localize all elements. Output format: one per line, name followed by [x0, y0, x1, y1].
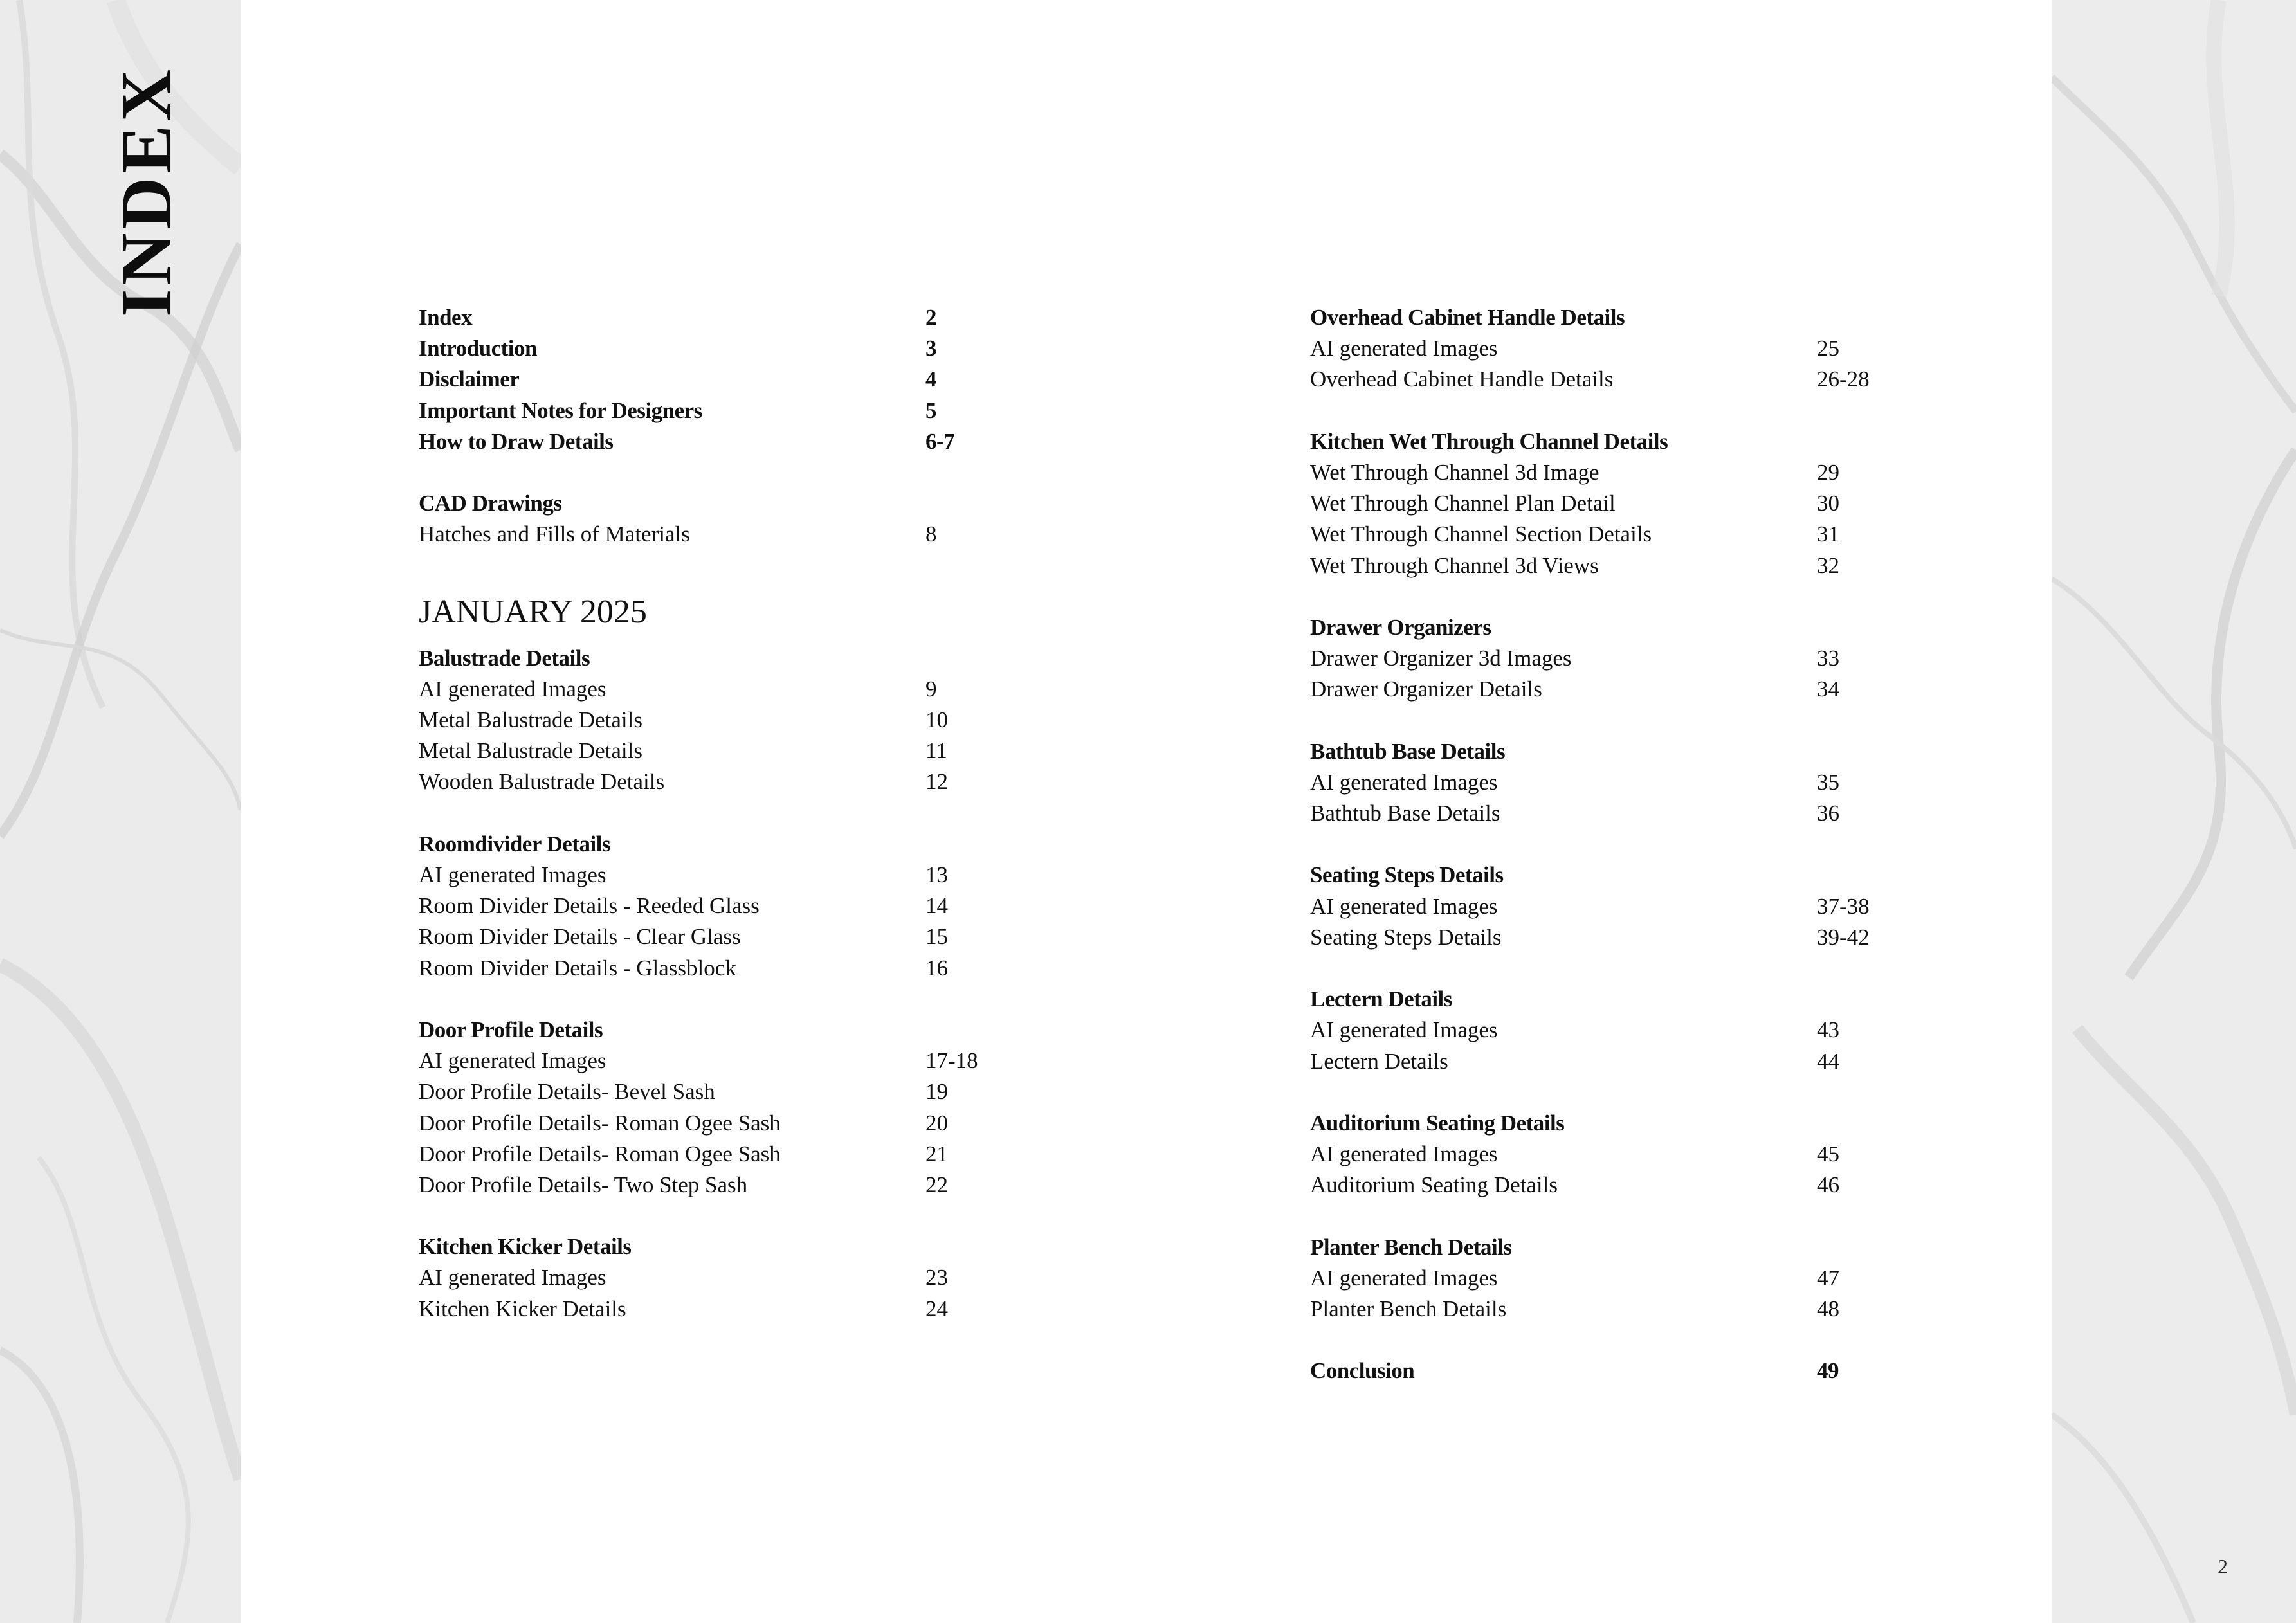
toc-section-heading — [1310, 1356, 1889, 1386]
toc-entry-label: Lectern Details — [1310, 1048, 1448, 1074]
toc-entry-label: Disclaimer — [419, 367, 520, 392]
index-heading: INDEX — [107, 66, 187, 317]
toc-entry — [419, 953, 998, 984]
toc-entry-label: Conclusion — [1310, 1358, 1415, 1384]
toc-entry-page: 19 — [925, 1079, 948, 1105]
toc-entry-label: Kitchen Kicker Details — [419, 1296, 626, 1321]
toc-entry-label: Metal Balustrade Details — [419, 738, 642, 764]
toc-entry-label: Lectern Details — [1310, 986, 1452, 1012]
toc-entry-label: Door Profile Details- Bevel Sash — [419, 1079, 715, 1105]
toc-spacer — [1310, 829, 1889, 860]
toc-entry-page: 29 — [1817, 459, 1839, 485]
toc-spacer — [419, 984, 998, 1015]
toc-section-heading — [419, 1015, 998, 1046]
toc-entry-label: Door Profile Details- Two Step Sash — [419, 1172, 748, 1197]
toc-entry-label: Kitchen Kicker Details — [419, 1234, 632, 1260]
toc-entry — [419, 1262, 998, 1293]
toc-entry-page: 45 — [1817, 1141, 1839, 1167]
toc-entry-label: AI generated Images — [1310, 1141, 1498, 1167]
toc-entry-label: Wooden Balustrade Details — [419, 769, 665, 795]
toc-section-heading — [1310, 426, 1889, 457]
toc-spacer — [1310, 1077, 1889, 1108]
toc-entry — [1310, 891, 1889, 922]
toc-entry-page: 31 — [1817, 521, 1839, 547]
toc-entry-label: Drawer Organizer Details — [1310, 676, 1542, 702]
toc-entry-page: 22 — [925, 1172, 948, 1197]
toc-entry-label: AI generated Images — [1310, 893, 1498, 919]
toc-entry-label: Index — [419, 305, 473, 330]
toc-entry-page: 25 — [1817, 336, 1839, 361]
toc-entry-label: Door Profile Details- Roman Ogee Sash — [419, 1110, 781, 1136]
toc-entry — [1310, 457, 1889, 488]
toc-entry — [1310, 550, 1889, 581]
toc-section-heading — [419, 426, 998, 457]
toc-entry — [419, 860, 998, 891]
toc-spacer — [419, 457, 998, 488]
toc-section-heading — [1310, 1108, 1889, 1139]
toc-entry-label: Kitchen Wet Through Channel Details — [1310, 428, 1668, 454]
toc-entry — [1310, 488, 1889, 519]
toc-entry — [419, 1170, 998, 1201]
toc-entry-label: AI generated Images — [419, 676, 606, 702]
toc-entry — [1310, 798, 1889, 829]
toc-entry-page: 5 — [925, 397, 936, 423]
toc-entry-label: Hatches and Fills of Materials — [419, 521, 690, 547]
toc-spacer — [1310, 953, 1889, 984]
toc-entry-label: Balustrade Details — [419, 645, 590, 671]
toc-entry-page: 21 — [925, 1141, 948, 1166]
toc-entry-label: Overhead Cabinet Handle Details — [1310, 305, 1625, 330]
toc-entry-label: Drawer Organizers — [1310, 614, 1491, 640]
toc-entry-page: 24 — [925, 1296, 948, 1321]
toc-section-heading — [419, 1231, 998, 1262]
toc-entry — [419, 1076, 998, 1107]
toc-entry-label: Auditorium Seating Details — [1310, 1172, 1558, 1198]
toc-entry-label: Bathtub Base Details — [1310, 738, 1506, 764]
toc-entry-page: 2 — [925, 305, 936, 330]
toc-spacer — [1310, 1325, 1889, 1356]
toc-column-left — [419, 302, 998, 1325]
toc-entry-page: 12 — [925, 769, 948, 795]
toc-entry-page: 34 — [1817, 676, 1839, 702]
toc-entry — [1310, 333, 1889, 364]
toc-entry — [1310, 1263, 1889, 1294]
toc-spacer — [419, 798, 998, 829]
toc-entry-label: Seating Steps Details — [1310, 862, 1504, 888]
toc-entry-label: Metal Balustrade Details — [419, 707, 642, 733]
toc-entry-page: 49 — [1817, 1358, 1839, 1384]
toc-entry-label: Wet Through Channel Plan Detail — [1310, 491, 1616, 516]
toc-entry-label: Wet Through Channel 3d Views — [1310, 552, 1599, 578]
toc-entry-page: 37-38 — [1817, 893, 1870, 919]
page-number: 2 — [2218, 1555, 2228, 1578]
toc-entry-label: Auditorium Seating Details — [1310, 1110, 1565, 1136]
toc-entry-label: Room Divider Details - Reeded Glass — [419, 893, 760, 919]
toc-entry — [419, 1294, 998, 1325]
toc-section-heading — [419, 395, 998, 426]
toc-entry-label: Drawer Organizer 3d Images — [1310, 646, 1572, 671]
toc-entry-page: 13 — [925, 862, 948, 887]
toc-section-heading — [1310, 302, 1889, 333]
toc-section-heading — [419, 488, 998, 519]
toc-entry-label: CAD Drawings — [419, 491, 562, 516]
toc-entry-page: 11 — [925, 738, 947, 764]
toc-spacer — [1310, 705, 1889, 736]
toc-entry-page: 46 — [1817, 1172, 1839, 1198]
toc-entry — [419, 1108, 998, 1139]
toc-section-heading — [1310, 736, 1889, 767]
toc-section-heading — [419, 643, 998, 674]
toc-entry-page: 33 — [1817, 646, 1839, 671]
toc-entry — [419, 519, 998, 550]
toc-entry-label: Door Profile Details — [419, 1017, 603, 1042]
toc-section-heading — [419, 364, 998, 395]
toc-entry-page: 39-42 — [1817, 924, 1870, 950]
toc-entry-label: Wet Through Channel 3d Image — [1310, 459, 1599, 485]
toc-entry-label: Planter Bench Details — [1310, 1234, 1512, 1260]
toc-entry — [1310, 922, 1889, 953]
toc-entry-page: 26-28 — [1817, 367, 1870, 392]
toc-spacer — [1310, 395, 1889, 426]
toc-entry-page: 43 — [1817, 1017, 1839, 1043]
toc-entry-page: 17-18 — [925, 1048, 978, 1074]
toc-entry-page: 36 — [1817, 801, 1839, 826]
toc-section-heading — [1310, 860, 1889, 891]
toc-entry — [419, 921, 998, 952]
toc-entry-label: How to Draw Details — [419, 428, 614, 454]
toc-entry-page: 3 — [925, 336, 936, 361]
toc-entry-label: Seating Steps Details — [1310, 924, 1502, 950]
toc-entry — [1310, 1139, 1889, 1170]
marble-veins-right — [2052, 0, 2296, 1623]
toc-entry — [1310, 1046, 1889, 1077]
toc-entry-label: Door Profile Details- Roman Ogee Sash — [419, 1141, 781, 1166]
toc-entry-label: Overhead Cabinet Handle Details — [1310, 367, 1614, 392]
toc-section-heading — [419, 333, 998, 364]
toc-entry — [1310, 1170, 1889, 1201]
toc-spacer — [419, 1201, 998, 1231]
toc-entry-label: AI generated Images — [1310, 1017, 1498, 1043]
toc-entry-label: AI generated Images — [1310, 769, 1498, 795]
toc-entry-page: 6-7 — [925, 428, 955, 454]
toc-spacer — [419, 550, 998, 581]
toc-section-heading — [419, 302, 998, 333]
toc-entry-page: 4 — [925, 367, 936, 392]
toc-entry-label: Planter Bench Details — [1310, 1296, 1507, 1321]
toc-entry — [1310, 1015, 1889, 1046]
marble-background-right — [2052, 0, 2296, 1623]
toc-entry — [1310, 767, 1889, 798]
toc-entry-label: AI generated Images — [1310, 336, 1498, 361]
toc-entry-page: 32 — [1817, 552, 1839, 578]
month-heading: JANUARY 2025 — [419, 593, 647, 630]
toc-entry-page: 8 — [925, 521, 937, 547]
toc-entry-page: 30 — [1817, 491, 1839, 516]
toc-entry-page: 35 — [1817, 769, 1839, 795]
toc-entry — [1310, 643, 1889, 674]
toc-entry-page: 47 — [1817, 1265, 1839, 1291]
toc-entry-label: Bathtub Base Details — [1310, 801, 1500, 826]
toc-entry-page: 23 — [925, 1265, 948, 1291]
toc-entry-label: AI generated Images — [419, 862, 606, 887]
toc-entry-label: Important Notes for Designers — [419, 397, 702, 423]
toc-entry-label: Room Divider Details - Clear Glass — [419, 924, 741, 950]
toc-entry-page: 44 — [1817, 1048, 1839, 1074]
toc-entry — [419, 891, 998, 921]
toc-section-heading — [419, 829, 998, 860]
toc-entry — [1310, 1294, 1889, 1325]
toc-section-heading — [1310, 984, 1889, 1015]
toc-entry-label: Introduction — [419, 336, 537, 361]
toc-entry — [419, 766, 998, 797]
toc-column-right — [1310, 302, 1889, 1387]
toc-entry-page: 10 — [925, 707, 948, 733]
toc-entry-page: 20 — [925, 1110, 948, 1136]
toc-entry-page: 15 — [925, 924, 948, 950]
toc-entry-label: AI generated Images — [1310, 1265, 1498, 1291]
toc-spacer — [1310, 581, 1889, 612]
toc-entry-label: AI generated Images — [419, 1048, 606, 1074]
toc-entry-page: 9 — [925, 676, 937, 702]
toc-entry — [1310, 519, 1889, 550]
toc-spacer — [1310, 1201, 1889, 1231]
toc-entry-label: Room Divider Details - Glassblock — [419, 955, 736, 981]
toc-entry-label: AI generated Images — [419, 1265, 606, 1291]
toc-entry — [419, 736, 998, 766]
toc-section-heading — [1310, 612, 1889, 643]
toc-entry — [1310, 674, 1889, 705]
toc-entry — [419, 705, 998, 736]
toc-entry — [419, 1046, 998, 1076]
toc-entry-page: 16 — [925, 955, 948, 981]
toc-entry-page: 48 — [1817, 1296, 1839, 1321]
toc-entry-label: Roomdivider Details — [419, 831, 611, 857]
toc-entry-label: Wet Through Channel Section Details — [1310, 521, 1652, 547]
toc-section-heading — [1310, 1232, 1889, 1263]
toc-entry — [419, 674, 998, 705]
toc-entry-page: 14 — [925, 893, 948, 919]
toc-entry — [419, 1139, 998, 1170]
toc-entry — [1310, 364, 1889, 395]
